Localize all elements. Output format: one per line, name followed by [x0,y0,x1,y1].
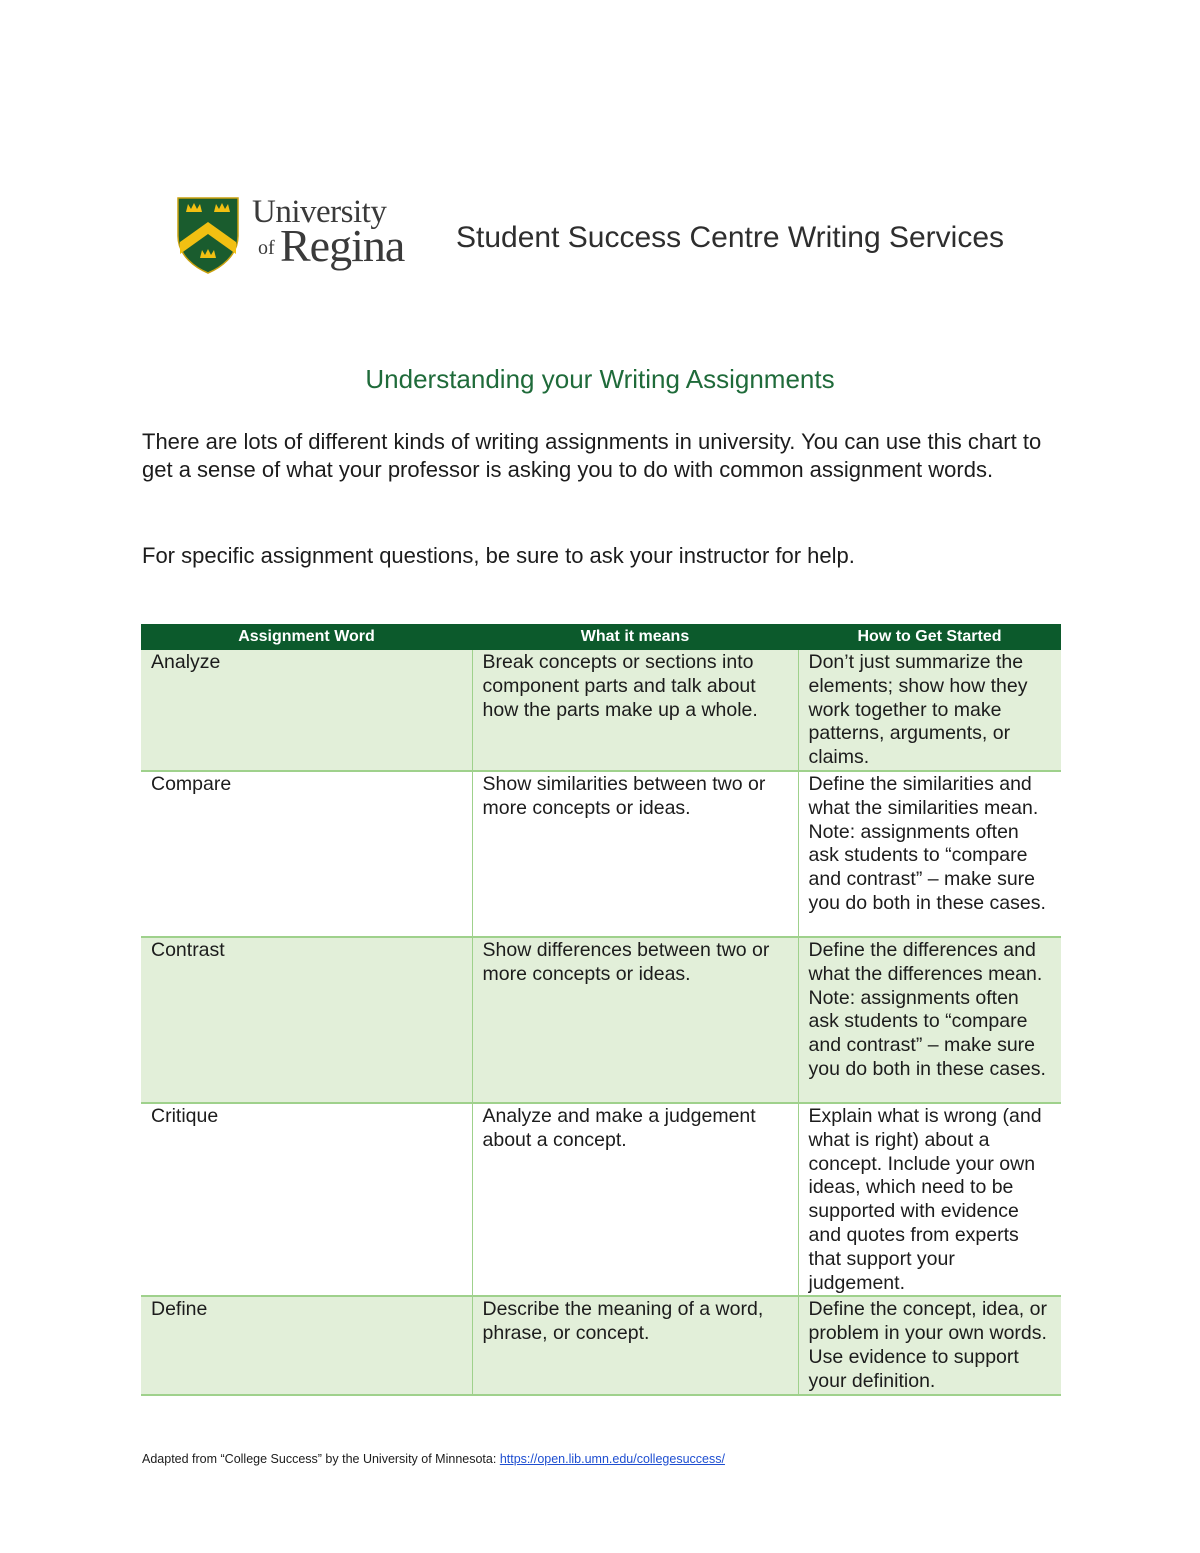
cell-meaning: Show similarities between two or more concepts or ideas. [472,771,798,937]
table-row [141,650,1061,771]
cell-how-to-start: Define the differences and what the differences mean. Note: assignments often ask students to “compare and contrast” – make sure you do both in these cases. [798,937,1061,1103]
assignment-words-table [141,624,1061,1396]
wordmark-of: of [258,237,275,259]
cell-word: Contrast [141,937,472,1103]
cell-how-to-start: Define the similarities and what the similarities mean. Note: assignments often ask students to “compare and contrast” – make sure you do both in these cases. [798,771,1061,937]
header-title: Student Success Centre Writing Services [456,221,1005,254]
table-row [141,937,1061,1103]
wordmark-regina: Regina [280,220,405,271]
cell-meaning: Show differences between two or more concepts or ideas. [472,937,798,1103]
page-header [176,192,1036,276]
header-what-it-means: What it means [472,624,798,650]
cell-how-to-start: Explain what is wrong (and what is right) about a concept. Include your own ideas, which need to be supported with evidence and quotes from experts that support your judgement. [798,1103,1061,1296]
header-how-to-get-started: How to Get Started [798,624,1061,650]
university-crest-icon [176,196,240,274]
table-row [141,1296,1061,1394]
cell-word: Define [141,1296,472,1394]
cell-word: Critique [141,1103,472,1296]
cell-meaning: Describe the meaning of a word, phrase, or concept. [472,1296,798,1394]
cell-how-to-start: Don’t just summarize the elements; show how they work together to make patterns, arguments, or claims. [798,650,1061,771]
cell-word: Analyze [141,650,472,771]
cell-meaning: Analyze and make a judgement about a concept. [472,1103,798,1296]
wordmark-university: University [252,194,387,230]
attribution-footer [142,1452,725,1466]
cell-how-to-start: Define the concept, idea, or problem in your own words. Use evidence to support your definition. [798,1296,1061,1394]
university-wordmark [252,192,422,276]
help-paragraph: For specific assignment questions, be sure to ask your instructor for help. [142,543,855,568]
cell-word: Compare [141,771,472,937]
source-link[interactable]: https://open.lib.umn.edu/collegesuccess/ [499,1452,725,1466]
intro-paragraph: There are lots of different kinds of writing assignments in university. You can use this chart to get a sense of what your professor is asking you to do with common assignment words. [142,429,1042,482]
table-row [141,771,1061,937]
attribution-text: Adapted from “College Success” by the University of Minnesota: [142,1452,500,1466]
table-header-row [141,624,1061,650]
cell-meaning: Break concepts or sections into component parts and talk about how the parts make up a whole. [472,650,798,771]
document-title: Understanding your Writing Assignments [365,364,835,394]
header-assignment-word: Assignment Word [141,624,472,650]
table-row [141,1103,1061,1296]
